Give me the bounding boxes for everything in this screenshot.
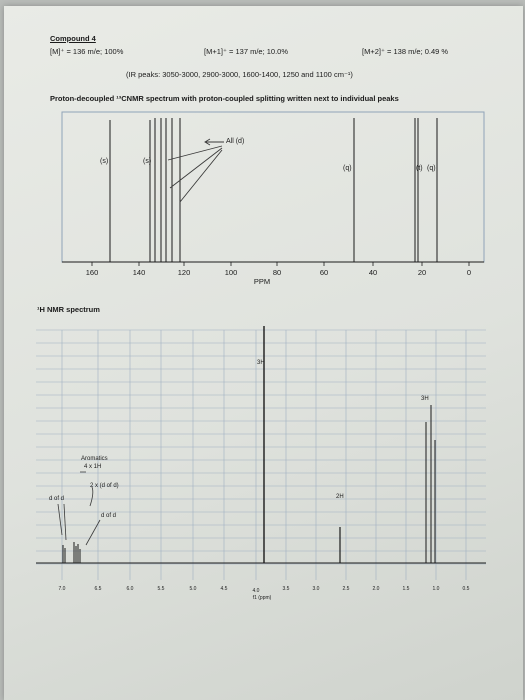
hnmr-tick-label: 6.0	[126, 586, 134, 592]
hnmr-label-dofd-right: d of d	[101, 513, 117, 519]
cnmr-label-all-d: All (d)	[226, 138, 245, 145]
pencil-mark	[64, 504, 66, 540]
compound-title: Compound 4	[50, 34, 96, 43]
cnmr-tick-label: 140	[132, 268, 146, 277]
hnmr-axis-label: f1 (ppm)	[252, 595, 272, 601]
hnmr-tick-label: 1.0	[432, 586, 440, 592]
cnmr-title: Proton-decoupled ¹³CNMR spectrum with proton-coupled splitting written next to individual peaks	[50, 94, 399, 103]
cnmr-label-t: (t)	[416, 165, 423, 172]
hnmr-tick-label: 5.0	[189, 586, 197, 592]
hnmr-spectrum	[36, 326, 486, 601]
cnmr-label-s1: (s)	[100, 158, 109, 165]
hnmr-tick-label: 2.0	[372, 586, 380, 592]
ir-peaks: (IR peaks: 3050-3000, 2900-3000, 1600-1400, 1250 and 1100 cm⁻¹)	[126, 70, 353, 79]
arrow-line	[168, 146, 222, 160]
cnmr-peaks	[110, 118, 437, 262]
hnmr-tick-label: 4.0	[252, 588, 260, 594]
cnmr-tick-label: 100	[224, 268, 238, 277]
mass-peak-m1: [M+1]⁺ = 137 m/e; 10.0%	[204, 47, 289, 56]
pencil-mark	[80, 472, 93, 506]
pencil-mark	[58, 504, 62, 535]
hnmr-label-aromatics-count: 4 x 1H	[84, 464, 102, 470]
cnmr-tick-label: 40	[368, 268, 378, 277]
hnmr-label-2h: 2H	[336, 494, 344, 500]
hnmr-tick-label: 3.0	[312, 586, 320, 592]
hnmr-tick-label: 3.5	[282, 586, 290, 592]
cnmr-axis-label: PPM	[253, 277, 271, 286]
cnmr-tick-label: 80	[272, 268, 282, 277]
hnmr-label-dofd-pair: 2 x (d of d)	[90, 483, 119, 489]
mass-peak-m: [M]⁺ = 136 m/e; 100%	[50, 47, 124, 56]
cnmr-label-s2: (s)	[143, 158, 152, 165]
hnmr-tick-label: 0.5	[462, 586, 470, 592]
cnmr-tick-label: 120	[177, 268, 191, 277]
hnmr-label-dofd-left: d of d	[49, 496, 65, 502]
mass-peak-m2: [M+2]⁺ = 138 m/e; 0.49 %	[362, 47, 449, 56]
cnmr-tick-label: 60	[319, 268, 329, 277]
hnmr-tick-label: 6.5	[94, 586, 102, 592]
hnmr-label-3h-a: 3H	[257, 360, 265, 366]
cnmr-tick-label: 20	[417, 268, 427, 277]
cnmr-frame	[62, 112, 484, 262]
cnmr-label-q2: (q)	[427, 165, 436, 172]
hnmr-title: ¹H NMR spectrum	[37, 305, 100, 314]
cnmr-arrows	[168, 139, 224, 202]
hnmr-tick-label: 5.5	[157, 586, 165, 592]
hnmr-tick-label: 4.5	[220, 586, 228, 592]
cnmr-ticks	[92, 262, 469, 266]
cnmr-tick-label: 160	[85, 268, 99, 277]
hnmr-label-3h-b: 3H	[421, 396, 429, 402]
hnmr-peaks	[63, 326, 435, 563]
hnmr-label-aromatics: Aromatics	[81, 456, 108, 462]
cnmr-tick-label: 0	[466, 268, 472, 277]
hnmr-tick-label: 1.5	[402, 586, 410, 592]
hnmr-grid	[36, 330, 486, 580]
hnmr-tick-label: 2.5	[342, 586, 350, 592]
hnmr-tick-label: 7.0	[58, 586, 66, 592]
cnmr-label-q1: (q)	[343, 165, 352, 172]
cnmr-spectrum	[62, 112, 484, 286]
